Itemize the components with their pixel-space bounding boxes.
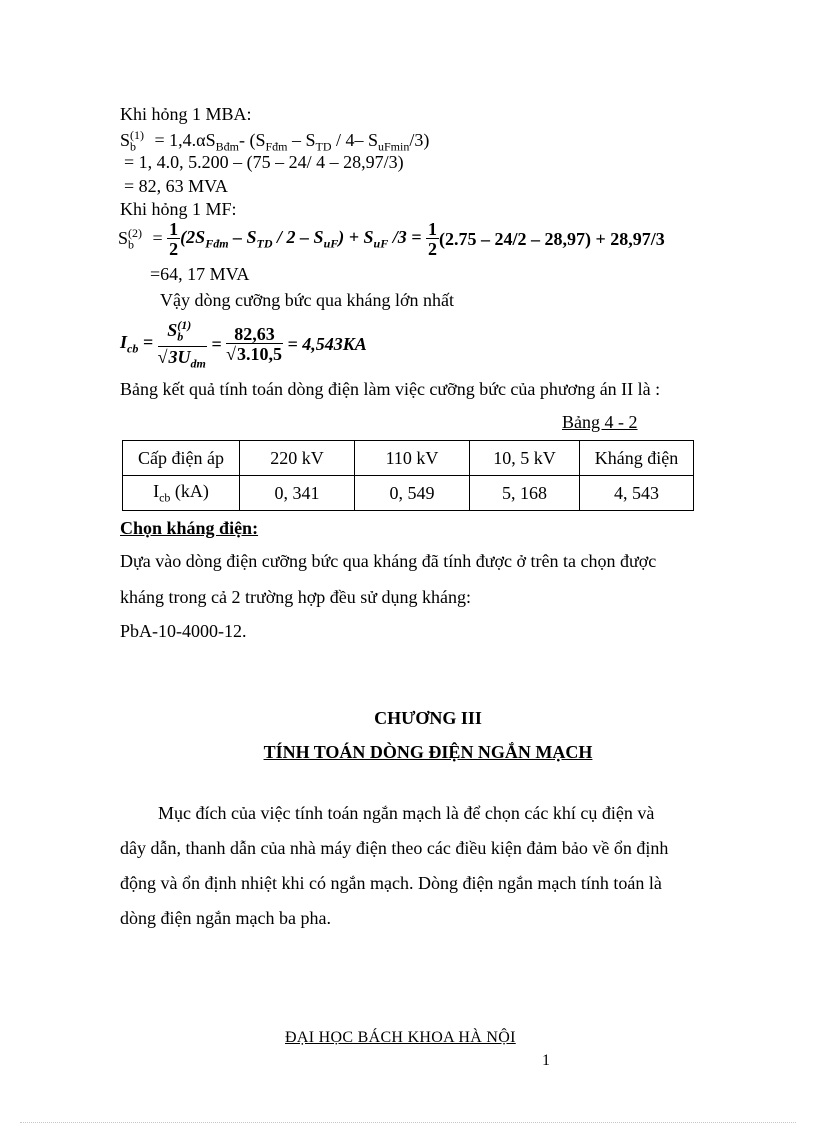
case1-formula: $S_b^{(1)} = 1,4.\alpha S_{Bđm}-$ ($S_{Fđm} - S_{TD} / 4-$ $S_{uFmin}/3$) [120,128,430,154]
section-para-3: PbA-10-4000-12. [120,621,247,641]
chapter-title: TÍNH TOÁN DÒNG ĐIỆN NGẮN MẠCH [263,742,593,762]
table-cell: 5, 168 [470,476,580,511]
table-cell: 0, 341 [240,476,355,511]
table-cell: 4, 543 [580,476,694,511]
section-para-2: kháng trong cả 2 trường hợp đều sử dụng kháng: [120,587,471,607]
table-header-cell: 220 kV [240,441,355,476]
icb-fraction-2: $\frac{82,63}{√3.10,5}$ [226,324,282,365]
footer-university: ĐẠI HỌC BÁCH KHOA HÀ NỘI [285,1029,516,1046]
page-number: 1 [542,1052,550,1069]
section-title: Chọn kháng điện: [120,518,259,538]
conclusion-text: Vậy dòng cưỡng bức qua kháng lớn nhất [160,290,454,310]
results-table [122,440,694,511]
table-caption: Bảng 4 - 2 [562,412,638,432]
intro-line-1: Mục đích của việc tính toán ngắn mạch là để chọn các khí cụ điện và [158,803,655,823]
table-row-label: $I_{cb}$ (kA) [123,476,240,511]
half-fraction: $\frac{1}{2}$ [169,219,179,259]
intro-line-4: dòng điện ngắn mạch ba pha. [120,908,331,928]
case2-result: =64, 17 MVA [150,264,250,284]
case1-line2: = 1, 4.0, 5.200 – (75 – 24/ 4 – 28,97/3) [124,152,404,172]
case1-line3: = 82, 63 MVA [124,176,228,196]
section-para-1: Dựa vào dòng điện cưỡng bức qua kháng đã tính được ở trên ta chọn được [120,551,657,571]
table-header-cell: 110 kV [355,441,470,476]
case1-title: Khi hỏng 1 MBA: [120,104,252,124]
case2-formula: $S_b^{(2)}$ = $\frac{1}{2}$ $(2S_{Fđm} - S_{TD} / 2 - S_{uF}) + S_{uF}$ /3 = $\frac{1}{2}$ (2.75 – 24/2 – 28,97) + 28,97/3 [118,219,665,259]
table-header-cell: Kháng điện [580,441,694,476]
table-header-cell: 10, 5 kV [470,441,580,476]
chapter-label: CHƯƠNG III [374,708,482,728]
half-fraction-2: $\frac{1}{2}$ [427,219,437,259]
table-header-cell: Cấp điện áp [123,441,240,476]
table-row [123,476,694,511]
table-header-row [123,441,694,476]
icb-fraction-1: $\frac{S_b^{(1)}}{√3U_{dm}}$ [157,318,206,371]
icb-formula: $I_{cb}$ = $\frac{S_b^{(1)}}{√3U_{dm}}$ = $\frac{82,63}{√3.10,5}$ = 4,543KA [120,316,367,373]
intro-line-3: động và ổn định nhiệt khi có ngắn mạch. Dòng điện ngắn mạch tính toán là [120,873,662,893]
table-intro: Bảng kết quả tính toán dòng điện làm việc cưỡng bức của phương án II là : [120,379,661,399]
case2-title: Khi hỏng 1 MF: [120,199,237,219]
table-cell: 0, 549 [355,476,470,511]
intro-line-2: dây dẫn, thanh dẫn của nhà máy điện theo các điều kiện đảm bảo về ổn định [120,838,669,858]
